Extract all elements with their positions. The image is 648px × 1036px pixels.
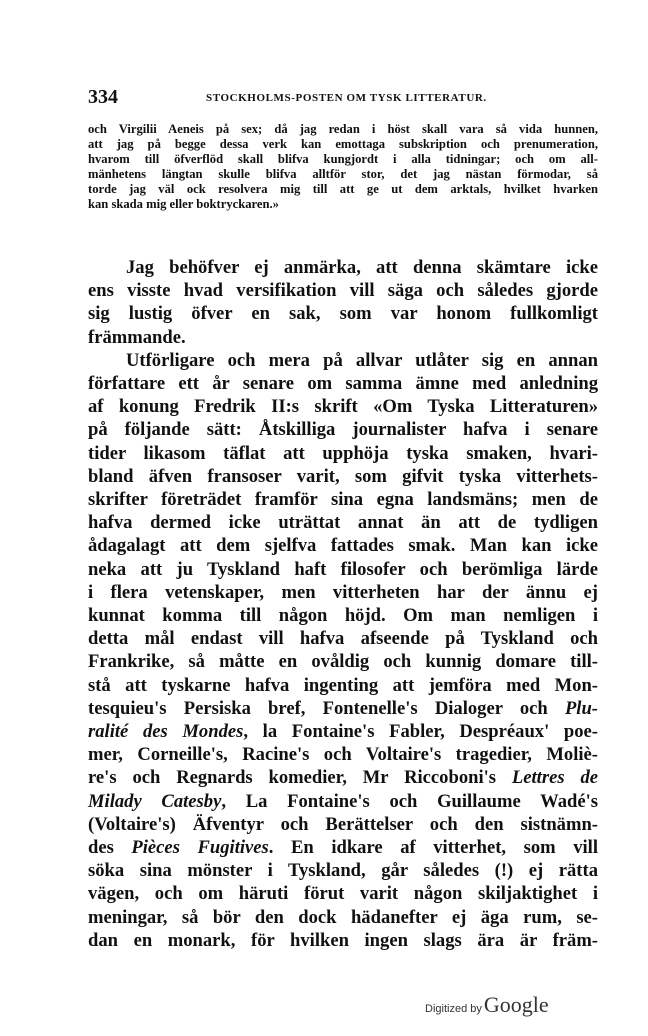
digitized-by-google-watermark — [425, 992, 549, 1018]
text-line: vägen, och om häruti förut varit någon skiljaktighet i — [88, 883, 598, 905]
text-line: torde jag väl ock resolvera mig till att ge ut dem arktals, hvilket hvarken — [88, 182, 598, 196]
body-text — [88, 256, 598, 952]
italic-title: Lettres de — [511, 767, 598, 789]
text-line: bland äfven fransoser varit, som gifvit tyska vitterhets- — [88, 465, 598, 487]
text-segment: , La Fontaine's och Guillaume Wadé's — [221, 790, 598, 812]
text-line: författare ett år senare om samma ämne med anledning — [88, 373, 598, 395]
text-line: skrifter företrädet framför sina egna landsmäns; men de — [88, 489, 598, 511]
text-line: hvarom till öfverflöd skall blifva kungjordt i alla tidningar; och om all- — [88, 152, 598, 166]
text-line: i flera vetenskaper, men vitterheten har der ännu ej — [88, 581, 598, 603]
text-line: kan skada mig eller boktryckaren.» — [88, 197, 279, 211]
text-line: att jag på begge dessa verk kan emottaga subskription och prenumeration, — [88, 137, 598, 151]
italic-title: Milady Catesby — [88, 790, 222, 812]
text-line: af konung Fredrik II:s skrift «Om Tyska Litteraturen» — [88, 396, 598, 418]
text-line: på följande sätt: Åtskilliga journalister hafva i senare — [88, 419, 598, 441]
digitized-label: Digitized by — [425, 1003, 482, 1015]
text-segment: , la Fontaine's Fabler, Despréaux' poe- — [243, 721, 598, 743]
italic-title: Plu- — [564, 697, 598, 719]
italic-title: Pièces Fugitives — [131, 837, 269, 859]
text-line: sig lustig öfver en sak, som var honom fullkomligt — [88, 303, 598, 325]
running-header — [88, 86, 598, 108]
google-logo: Google — [483, 992, 549, 1017]
text-segment: des — [88, 837, 132, 859]
text-line — [88, 697, 598, 720]
text-line: Frankrike, så måtte en ovåldig och kunnig domare till- — [88, 651, 598, 673]
page-number: 334 — [88, 86, 118, 108]
text-line: ådagalagt att dem sjelfva fattades smak. Man kan icke — [88, 535, 598, 557]
text-line: söka sina mönster i Tyskland, går således (!) ej rätta — [88, 860, 598, 882]
text-line — [88, 766, 598, 789]
text-line: dan en monark, för hvilken ingen slags ära är främ- — [88, 929, 598, 951]
text-line: meningar, så bör den dock hädanefter ej äga rum, se- — [88, 906, 598, 928]
text-line: stå att tyskarne hafva ingenting att jemföra med Mon- — [88, 674, 598, 696]
text-segment: re's och Regnards komedier, Mr Riccoboni's — [88, 767, 512, 789]
text-line: och Virgilii Aeneis på sex; då jag redan i höst skall vara så vida hunnen, — [88, 122, 598, 136]
text-line — [88, 720, 598, 743]
text-segment: tesquieu's Persiska bref, Fontenelle's Dialoger och — [88, 697, 565, 719]
text-line: mänhetens längtan skulle blifva alltför stor, det jag nästan förmodar, så — [88, 167, 598, 181]
text-segment: . En idkare af vitterhet, som vill — [268, 837, 598, 859]
text-line: mer, Corneille's, Racine's och Voltaire's tragedier, Moliè- — [88, 744, 598, 766]
text-line: kunnat komma till någon höjd. Om man nemligen i — [88, 605, 598, 627]
text-line — [88, 836, 598, 859]
text-line: hafva dermed icke uträttat annat än att de tydligen — [88, 512, 598, 534]
running-title: STOCKHOLMS-POSTEN OM TYSK LITTERATUR. — [206, 92, 487, 104]
italic-title: ralité des Mondes — [88, 721, 244, 743]
text-line — [88, 790, 598, 813]
text-line: tider likasom täflat att upphöja tyska smaken, hvari- — [88, 442, 598, 464]
text-line: (Voltaire's) Äfventyr och Berättelser och den sistnämn- — [88, 813, 598, 835]
text-line: främmande. — [88, 326, 186, 348]
text-line: ens visste hvad versifikation vill säga och således gjorde — [88, 280, 598, 302]
text-line: neka att ju Tyskland haft filosofer och berömliga lärde — [88, 558, 598, 580]
quoted-passage — [88, 122, 598, 212]
text-line: Jag behöfver ej anmärka, att denna skämtare icke — [126, 257, 598, 278]
text-line: detta mål endast vill hafva afseende på Tyskland och — [88, 628, 598, 650]
text-line: Utförligare och mera på allvar utlåter sig en annan — [126, 349, 598, 371]
